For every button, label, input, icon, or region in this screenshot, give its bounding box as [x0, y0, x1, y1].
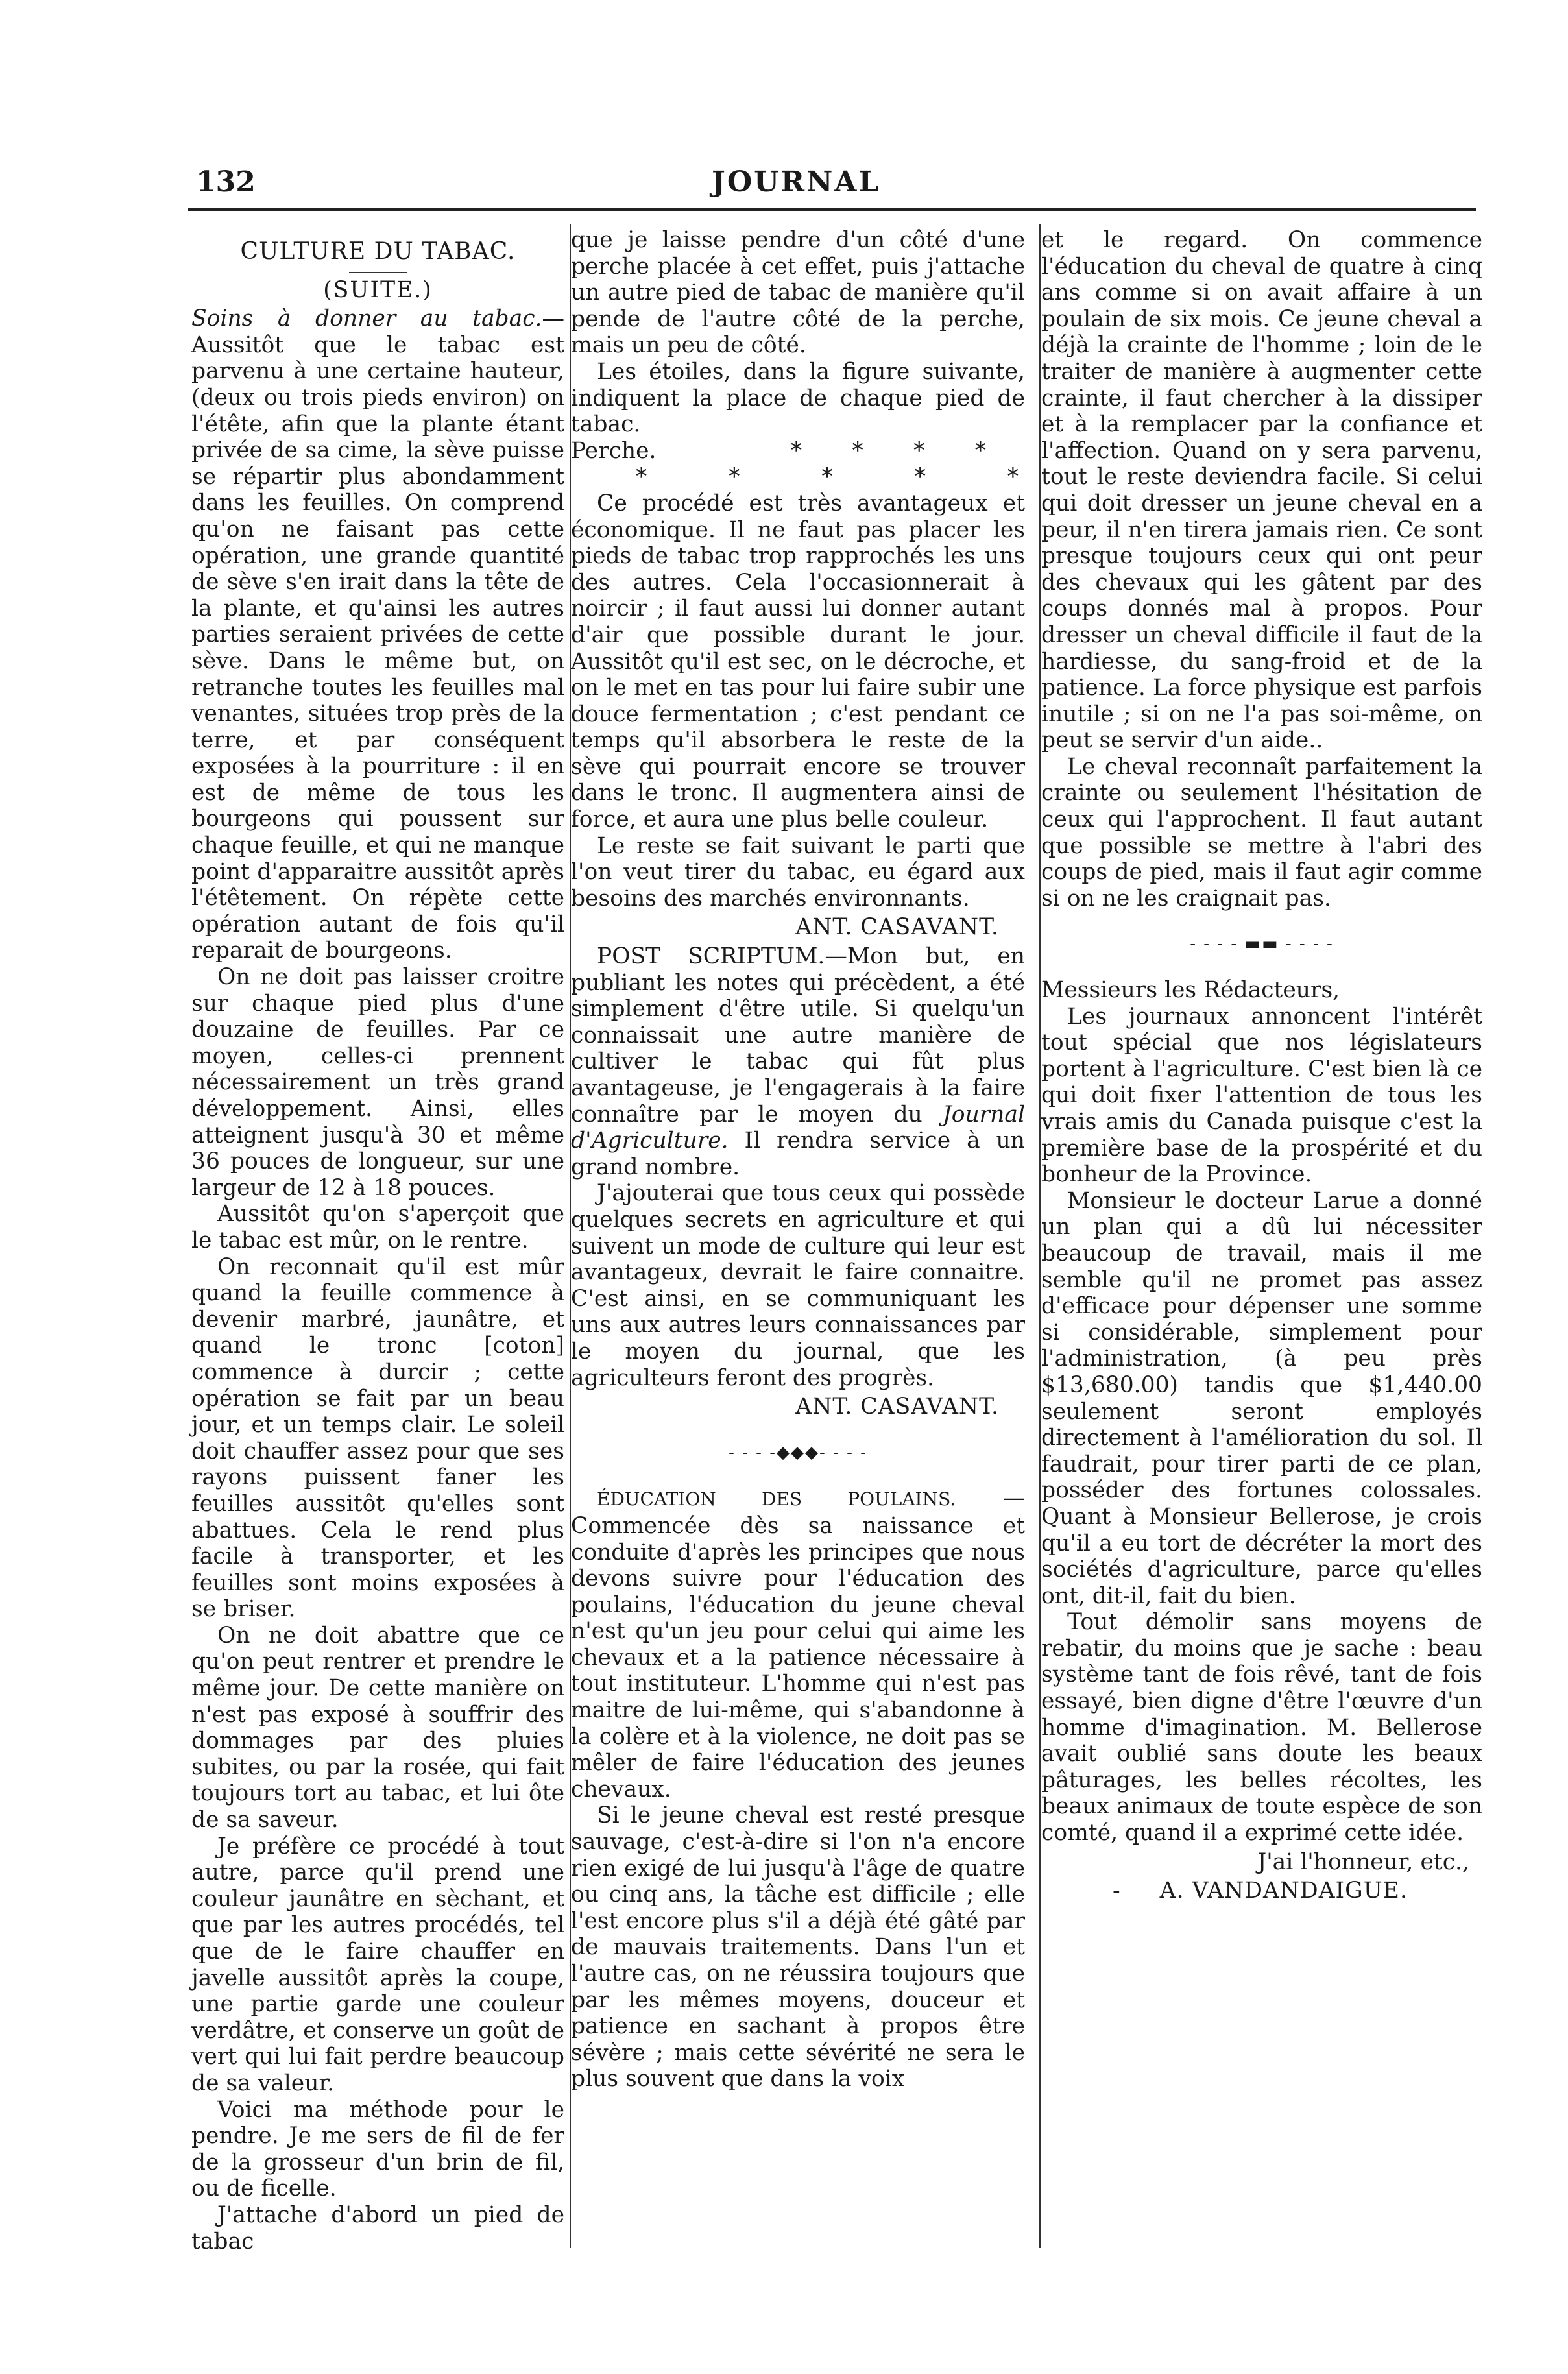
- star-mark: *: [913, 437, 925, 464]
- paragraph-text: —Aussitôt que le tabac est parvenu à une certaine hauteur, (deux ou trois pieds environ) on l'étête, afin que la plante étant privée de sa cime, la sève puisse se répartir plus abondamment dans les feuilles. On comprend qu'on ne faisant pas cette opération, une grande quantité de sève s'en irait dans la tête de la plante, et qu'ainsi les autres parties seraient privées de cette sève. Dans le même but, on retranche toutes les feuilles mal venantes, situées trop près de la terre, et par conséquent exposées à la pourriture : il en est de même de tous les bourgeons qui poussent sur chaque feuille, et qui ne manque point d'apparaitre aussitôt après l'étêtement. On répète cette opération autant de fois qu'il reparait de bourgeons.: [191, 306, 564, 964]
- paragraph: Tout démolir sans moyens de rebatir, du moins que je sache : beau système tant de fois rêvé, tant de fois essayé, bien digne d'être l'œuvre d'un homme d'imagination. M. Bellerose avait oublié sans doute les beaux pâturages, les belles récoltes, les beaux animaux de toute espèce de son comté, quand il a exprimé cette idée.: [1041, 1609, 1482, 1847]
- star-mark: *: [974, 437, 986, 464]
- star-mark: *: [852, 437, 863, 464]
- star-mark: *: [821, 464, 833, 491]
- letter-signature: [1041, 1878, 1482, 1904]
- paragraph: Je préfère ce procédé à tout autre, parce qu'il prend une couleur jaunâtre en sèchant, et que par les autres procédés, tel que de le faire chauffer en javelle aussitôt après la coupe, une partie garde une couleur verdâtre, et conserve un goût de vert qui lui fait perdre beaucoup de sa valeur.: [191, 1833, 564, 2096]
- title-rule: [349, 272, 407, 273]
- hanging-figure-row-2: [571, 464, 1025, 491]
- paragraph: que je laisse pendre d'un côté d'une perche placée à cet effet, puis j'attache un autre pied de tabac de manière qu'il pende de l'autre côté de la perche, mais un peu de côté.: [571, 227, 1025, 359]
- column-2: [571, 227, 1025, 2092]
- paragraph: On reconnait qu'il est mûr quand la feuille commence à devenir marbré, jaunâtre, et quand le tronc [coton] commence à durcir ; cette opération se fait par un beau jour, et un temps clair. Le soleil doit chauffer assez pour que ses rayons puissent faner les feuilles aussitôt qu'elles sont abattues. Cela le rend plus facile à transporter, et les feuilles sont moins exposées à se briser.: [191, 1254, 564, 1623]
- paragraph: Aussitôt qu'on s'aperçoit que le tabac est mûr, on le rentre.: [191, 1201, 564, 1254]
- letter-salutation: Messieurs les Rédacteurs,: [1041, 977, 1340, 1004]
- header-rule: [188, 208, 1476, 211]
- paragraph: [571, 1485, 1025, 1802]
- perche-label: Perche.: [571, 437, 657, 464]
- letter-closing: J'ai l'honneur, etc.,: [1257, 1848, 1469, 1875]
- paragraph: Le cheval reconnaît parfaitement la crainte ou seulement l'hésitation de ceux qui l'approchent. Il faut autant que possible se mettre à l'abri des coups de pied, mais il faut agir comme si on ne les craignait pas.: [1041, 753, 1482, 912]
- paragraph: Voici ma méthode pour le pendre. Je me sers de fil de fer de la grosseur d'un brin de fil, ou de ficelle.: [191, 2096, 564, 2202]
- subheading-italic: Soins à donner au tabac.: [191, 306, 542, 332]
- signature-casavant-1: ANT. CASAVANT.: [795, 914, 999, 941]
- paragraph: [191, 306, 564, 964]
- star-mark: *: [790, 437, 802, 464]
- star-mark: *: [636, 464, 647, 491]
- star-mark: *: [1007, 464, 1019, 491]
- paragraph: J'attache d'abord un pied de tabac: [191, 2201, 564, 2255]
- column-1: [191, 227, 564, 2255]
- post-scriptum-label: POST SCRIPTUM.: [597, 943, 825, 970]
- paragraph-text: Il rendra service à un grand nombre.: [571, 1128, 1025, 1180]
- running-head: JOURNAL: [712, 165, 881, 199]
- signature-name: A. VANDANDAIGUE.: [1159, 1878, 1408, 1904]
- section-divider: - - - -◆◆◆- - - -: [729, 1442, 867, 1462]
- column-3: [1041, 227, 1482, 1907]
- hanging-figure-row-1: [571, 438, 1025, 465]
- paragraph: On ne doit pas laisser croitre sur chaque pied plus d'une douzaine de feuilles. Par ce moyen, celles-ci prennent nécessairement un très grand développement. Ainsi, elles atteignent jusqu'à 30 et même 36 pouces de longueur, sur une largeur de 12 à 18 pouces.: [191, 964, 564, 1201]
- paragraph: Si le jeune cheval est resté presque sauvage, c'est-à-dire si l'on n'a encore rien exigé de lui jusqu'à l'âge de quatre ou cinq ans, la tâche est difficile ; elle l'est encore plus s'il a déjà été gâté par de mauvais traitements. Dans l'un et l'autre cas, on ne réussira toujours que par les mêmes moyens, douceur et patience en sachant à propos être sévère ; mais cette sévérité ne sera le plus souvent que dans la voix: [571, 1802, 1025, 2092]
- signature-dash: -: [1113, 1878, 1121, 1904]
- signature-casavant-2: ANT. CASAVANT.: [795, 1394, 999, 1420]
- paragraph: On ne doit abattre que ce qu'on peut rentrer et prendre le même jour. De cette manière on n'est pas exposé à souffrir des dommages par des pluies subites, ou par la rosée, qui fait toujours tort au tabac, et lui ôte de sa saveur.: [191, 1622, 564, 1834]
- journal-title-italic: Journal d'Agriculture.: [571, 1101, 1025, 1154]
- star-mark: *: [729, 464, 740, 491]
- column-rule-right: [1039, 224, 1041, 2248]
- paragraph: Monsieur le docteur Larue a donné un plan qui a dû lui nécessiter beaucoup de travail, mais il me semble qu'il ne promet pas assez d'efficace pour dépenser une somme si considérable, simplement pour l'administration, (à peu près $13,680.00) tandis que $1,440.00 seulement seront employés directement à l'amélioration du sol. Il faudrait, pour tirer parti de ce plan, posséder des fortunes colossales. Quant à Monsieur Bellerose, je crois qu'il a eu tort de décréter la mort des sociétés d'agriculture, parce qu'elles ont, dit-il, fait du bien.: [1041, 1187, 1482, 1609]
- section-label-education: ÉDUCATION DES POULAINS.: [597, 1488, 956, 1510]
- article-title-tabac: CULTURE DU TABAC.: [240, 238, 516, 265]
- paragraph: Les étoiles, dans la figure suivante, indiquent la place de chaque pied de tabac.: [571, 358, 1025, 438]
- paragraph: Les journaux annoncent l'intérêt tout spécial que nos législateurs portent à l'agriculture. C'est bien là ce qui doit fixer l'attention de tous les vrais amis du Canada puisque c'est la première base de la prospérité et du bonheur de la Province.: [1041, 1003, 1482, 1188]
- section-divider: - - - - ▬▬ - - - -: [1190, 934, 1334, 954]
- page-number: 132: [196, 165, 256, 199]
- paragraph-text: — Commencée dès sa naissance et conduite d'après les principes que nous devons suivre pour l'éducation des poulains, l'éducation du jeune cheval n'est qu'un jeu pour celui qui aime les chevaux et a la patience nécessaire à tout instituteur. L'homme qui n'est pas maitre de lui-même, qui s'abandonne à la colère et à la violence, ne doit pas se mêler de faire l'éducation des jeunes chevaux.: [571, 1485, 1026, 1802]
- paragraph: Ce procédé est très avantageux et économique. Il ne faut pas placer les pieds de tabac trop rapprochés les uns des autres. Cela l'occasionnerait à noircir ; il faut aussi lui donner autant d'air que possible durant le jour. Aussitôt qu'il est sec, on le décroche, et on le met en tas pour lui faire subir une douce fermentation ; c'est pendant ce temps qu'il absorbera le reste de la sève qui pourrait encore se trouver dans le tronc. Il augmentera ainsi de force, et aura une plus belle couleur.: [571, 490, 1025, 833]
- star-mark: *: [914, 464, 926, 491]
- paragraph: Le reste se fait suivant le parti que l'on veut tirer du tabac, eu égard aux besoins des marchés environnants.: [571, 832, 1025, 912]
- paragraph: J'ajouterai que tous ceux qui possède quelques secrets en agriculture et qui suivent un mode de culture qui leur est avantageux, devrait le faire connaitre. C'est ainsi, en se communiquant les uns aux autres leurs connaissances par le moyen du journal, que les agriculteurs feront des progrès.: [571, 1180, 1025, 1391]
- paragraph-text: —Mon but, en publiant les notes qui précèdent, a été simplement d'être utile. Si quelqu'un connaissait une autre manière de cultiver le tabac qui fût plus avantageuse, je l'engagerais à la faire connaître par le moyen du: [571, 943, 1025, 1128]
- suite-label: (SUITE.): [323, 276, 433, 303]
- paragraph: [571, 943, 1025, 1180]
- paragraph: et le regard. On commence l'éducation du cheval de quatre à cinq ans comme si on avait affaire à un poulain de six mois. Ce jeune cheval a déjà la crainte de l'homme ; loin de le traiter de manière à augmenter cette crainte, il faut chercher à la dissiper et à la remplacer par la confiance et l'affection. Quand on y sera parvenu, tout le reste deviendra facile. Si celui qui doit dresser un jeune cheval en a peur, il n'en tirera jamais rien. Ce sont presque toujours ceux qui ont peur des chevaux qui les gâtent par des coups donnés mal à propos. Pour dresser un cheval difficile il faut de la hardiesse, du sang-froid et de la patience. La force physique est parfois inutile ; si on ne l'a pas soi-même, on peut se servir d'un aide..: [1041, 227, 1482, 754]
